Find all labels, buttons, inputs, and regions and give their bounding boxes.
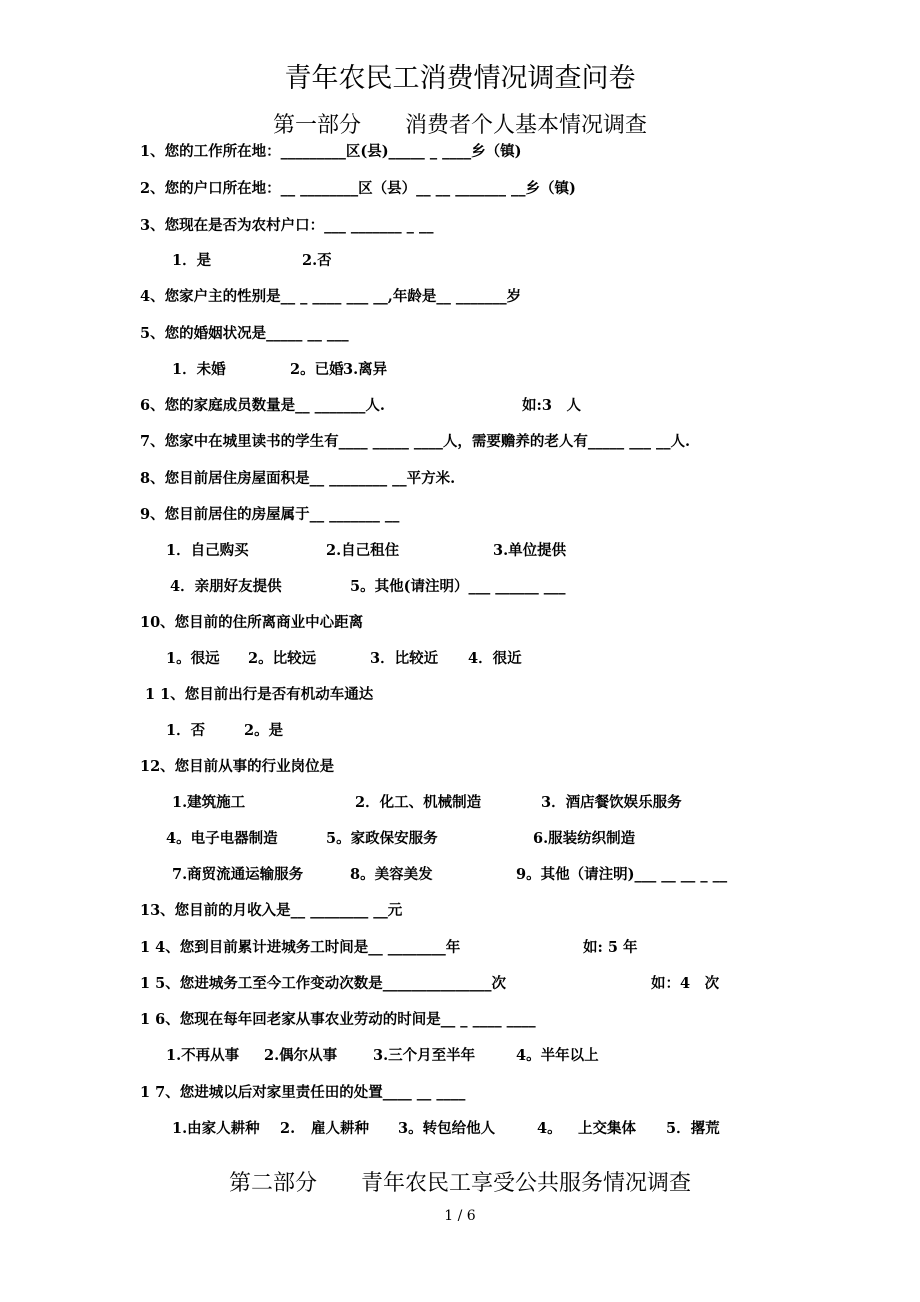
question-text: 9、您目前居住的房屋属于__ _______ __ [140,506,400,523]
option-text: 1．是 [172,252,212,269]
part1-heading: 第一部分 消费者个人基本情况调查 [272,113,647,138]
option-text: 上交集体 [578,1120,636,1137]
option-text: 2．化工、机械制造 [355,794,482,811]
option-text: 3．比较近 [370,650,439,667]
option-text: 2。已婚 [290,361,344,378]
option-text: 1.建筑施工 [172,794,246,811]
question-text: 1 5、您进城务工至今工作变动次数是_______________次 [140,975,506,992]
question-text: 3、您现在是否为农村户口：___ _______ _ __ [140,217,434,234]
option-text: 8。美容美发 [350,866,433,883]
option-text: 1．自己购买 [166,542,249,559]
option-text: 4。半年以上 [516,1047,599,1064]
question-text: 8、您目前居住房屋面积是__ ________ __平方米. [140,470,456,487]
question-text: 2、您的户口所在地：__ ________区（县）__ __ _______ __乡（镇) [140,180,576,197]
option-text: 5。其他(请注明）___ ______ ___ [350,578,566,595]
option-text: 2。是 [244,722,284,739]
option-text: 4。电子电器制造 [166,830,278,847]
question-text: 10、您目前的住所离商业中心距离 [140,614,364,631]
option-text: 2. [280,1120,296,1137]
option-text: 2。比较远 [248,650,317,667]
option-text: 3。转包给他人 [398,1120,496,1137]
option-text: 7.商贸流通运输服务 [172,866,304,883]
question-text: 5、您的婚姻状况是_____ __ ___ [140,325,349,342]
option-text: 3.离异 [343,361,388,378]
option-text: 雇人耕种 [311,1120,369,1137]
question-text: 4、您家户主的性别是__ _ ____ ___ __,年龄是__ _______岁 [140,288,522,305]
option-text: 1。很远 [166,650,220,667]
question-text: 1 1、您目前出行是否有机动车通达 [140,686,374,703]
option-text: 2.否 [302,252,332,269]
option-text: 1.不再从事 [166,1047,240,1064]
option-text: 4．很近 [468,650,522,667]
question-text: 12、您目前从事的行业岗位是 [140,758,335,775]
question-text: 1 6、您现在每年回老家从事农业劳动的时间是__ _ ____ ____ [140,1011,536,1028]
question-text: 1 7、您进城以后对家里责任田的处置____ __ ____ [140,1084,466,1101]
option-text: 2.自己租住 [326,542,400,559]
question-text: 7、您家中在城里读书的学生有____ _____ ____人，需要赡养的老人有_____ ___ __人. [140,433,691,450]
question-text: 13、您目前的月收入是__ ________ __元 [140,902,403,919]
option-text: 9。其他（请注明)___ __ __ _ __ [516,866,728,883]
option-text: 5。家政保安服务 [326,830,438,847]
option-text: 1．未婚 [172,361,226,378]
example-text: 如:3 人 [522,397,581,414]
option-text: 1．否 [166,722,206,739]
option-text: 1.由家人耕种 [172,1120,260,1137]
part2-heading: 第二部分 青年农民工享受公共服务情况调查 [228,1171,691,1196]
option-text: 3.单位提供 [493,542,567,559]
option-text: 2.偶尔从事 [264,1047,338,1064]
option-text: 4．亲朋好友提供 [170,578,282,595]
option-text: 4。 [537,1120,562,1137]
page-number: 1 / 6 [444,1208,476,1224]
example-text: 如: 5 年 [583,939,638,956]
option-text: 5．撂荒 [666,1120,720,1137]
example-text: 如：4 次 [651,975,720,992]
document-title: 青年农民工消费情况调查问卷 [284,63,636,94]
question-text: 6、您的家庭成员数量是__ _______人. [140,397,385,414]
option-text: 6.服装纺织制造 [533,830,636,847]
question-text: 1、您的工作所在地：_________区(县)_____ _ ____乡（镇) [140,143,522,160]
option-text: 3.三个月至半年 [373,1047,476,1064]
option-text: 3．酒店餐饮娱乐服务 [541,794,682,811]
question-text: 1 4、您到目前累计进城务工时间是__ ________年 [140,939,461,956]
